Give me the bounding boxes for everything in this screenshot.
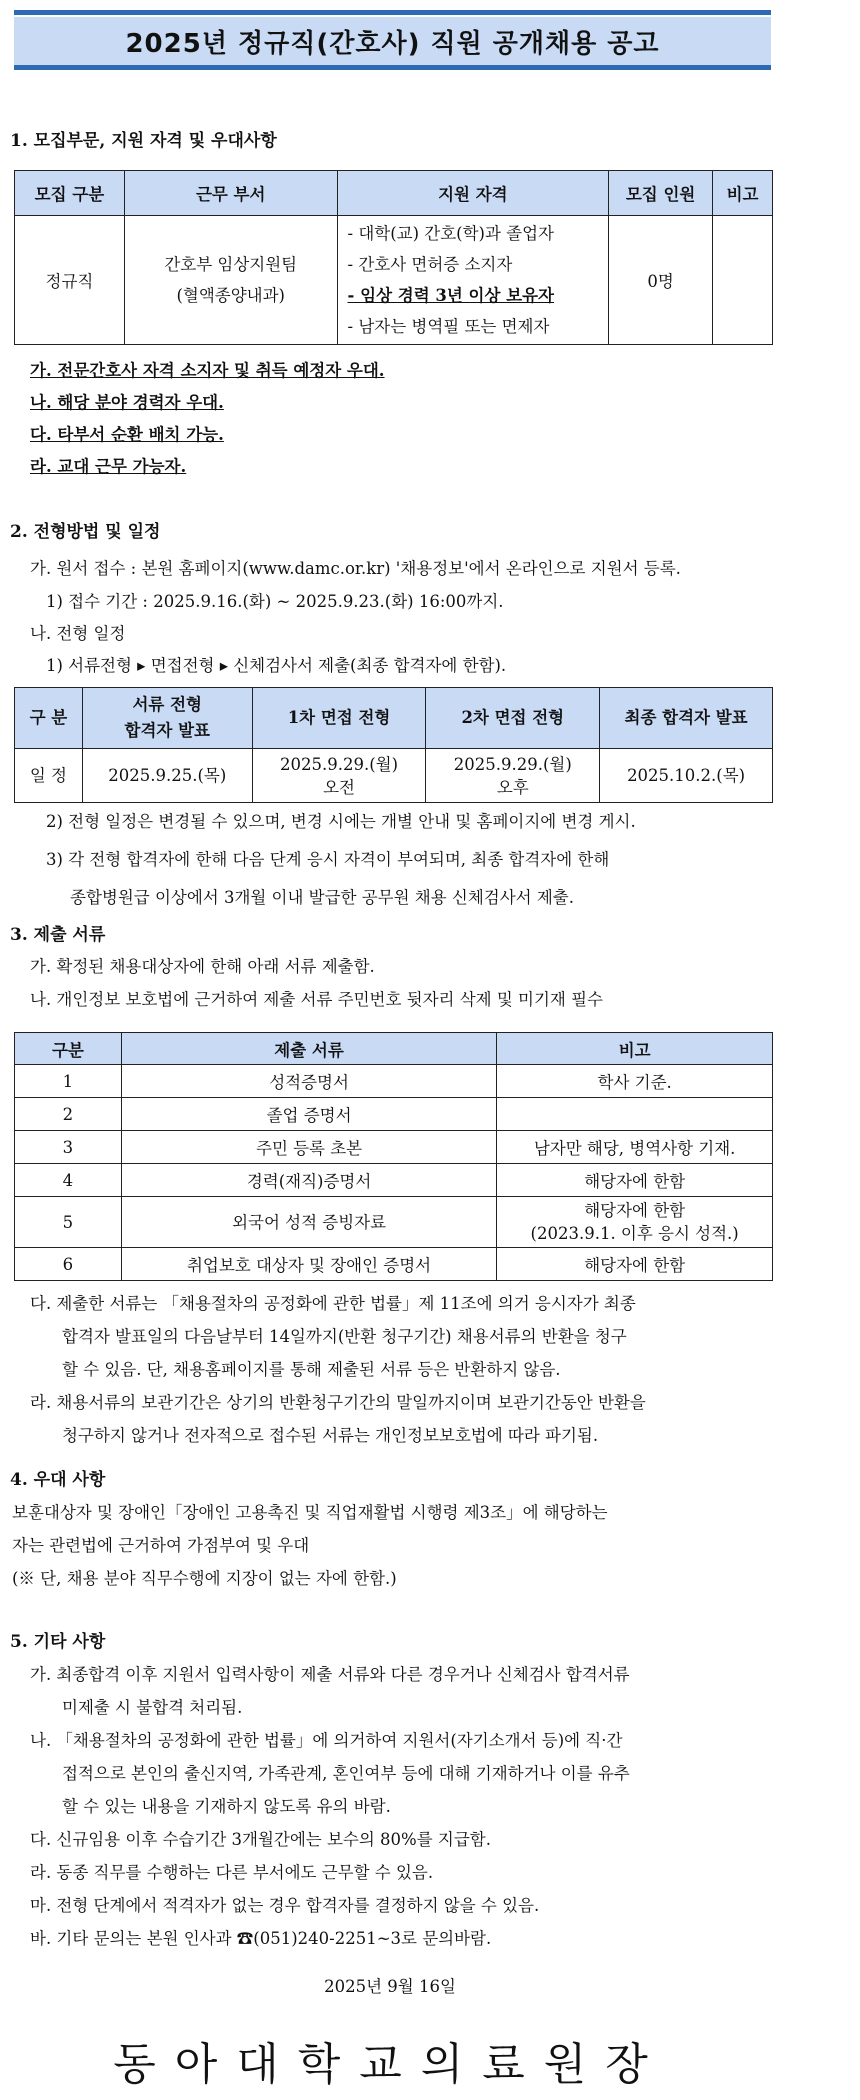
- doc-name: 성적증명서: [121, 1065, 496, 1098]
- doc-note: 해당자에 한함: [497, 1164, 773, 1197]
- etc-a1: 가. 최종합격 이후 지원서 입력사항이 제출 서류와 다른 경우거나 신체검사 합격서류: [30, 1665, 630, 1684]
- docs-line-a: 가. 확정된 채용대상자에 한해 아래 서류 제출함.: [30, 957, 375, 976]
- doc-note-line1: 해당자에 한함: [584, 1201, 686, 1220]
- schedule-note3-line2: 종합병원급 이상에서 3개월 이내 발급한 공무원 채용 신체검사서 제출.: [70, 888, 574, 907]
- qual-item-highlight: - 임상 경력 3년 이상 보유자: [347, 286, 554, 305]
- doc-note: 남자만 해당, 병역사항 기재.: [497, 1131, 773, 1164]
- docs-line-c2: 합격자 발표일의 다음날부터 14일까지(반환 청구기간) 채용서류의 반환을 청구: [62, 1327, 627, 1346]
- doc-no: 4: [15, 1164, 122, 1197]
- schedule-note3-line1: 3) 각 전형 합격자에 한해 다음 단계 응시 자격이 부여되며, 최종 합격자에 한해: [46, 850, 610, 869]
- col-header-count: 모집 인원: [609, 171, 713, 216]
- docs-line-c3: 할 수 있음. 단, 채용홈페이지를 통해 제출된 서류 등은 반환하지 않음.: [62, 1360, 561, 1379]
- table-row: [15, 1131, 773, 1164]
- pref-item: 라. 교대 근무 가능자.: [30, 457, 187, 476]
- doc-note: 학사 기준.: [497, 1065, 773, 1098]
- schedule-header-final: 최종 합격자 발표: [600, 688, 773, 749]
- doc-name: 졸업 증명서: [121, 1098, 496, 1131]
- schedule-interview1-date: [252, 749, 426, 803]
- col-header-dept: 근무 부서: [124, 171, 337, 216]
- interview1-time: 오전: [323, 777, 355, 797]
- doc-note: [497, 1098, 773, 1131]
- doc-note-line2: (2023.9.1. 이후 응시 성적.): [530, 1224, 739, 1243]
- etc-f: 바. 기타 문의는 본원 인사과 ☎(051)240-2251~3로 문의바람.: [30, 1929, 492, 1948]
- col-header-quals: 지원 자격: [337, 171, 609, 216]
- schedule-header-doc: [82, 688, 252, 749]
- pref-line1: 보훈대상자 및 장애인「장애인 고용촉진 및 직업재활법 시행령 제3조」에 해당하는: [12, 1503, 608, 1522]
- schedule-header-doc-line1: 서류 전형: [132, 695, 202, 714]
- interview2-date: 2025.9.29.(월): [453, 754, 572, 774]
- etc-b3: 할 수 있는 내용을 기재하지 않도록 유의 바람.: [62, 1797, 391, 1816]
- doc-note: 해당자에 한함: [497, 1248, 773, 1281]
- table-row: [15, 1164, 773, 1197]
- table-row: [15, 1098, 773, 1131]
- table-row: [15, 1248, 773, 1281]
- apply-line: 가. 원서 접수 : 본원 홈페이지(www.damc.or.kr) '채용정보'에서 온라인으로 지원서 등록.: [30, 559, 681, 578]
- table-row: [15, 1065, 773, 1098]
- pref-item: 다. 타부서 순환 배치 가능.: [30, 425, 224, 444]
- table-row: [15, 1197, 773, 1248]
- interview2-time: 오후: [496, 777, 529, 797]
- dept-line1: 간호부 임상지원팀: [164, 255, 298, 274]
- schedule-header-interview1: 1차 면접 전형: [252, 688, 426, 749]
- banner-bottom-rule: [14, 65, 771, 70]
- schedule-header-interview2: 2차 면접 전형: [426, 688, 600, 749]
- cell-dept: [124, 216, 337, 345]
- cell-count: 0명: [609, 216, 713, 345]
- schedule-final-date: 2025.10.2.(목): [600, 749, 773, 803]
- doc-no: 3: [15, 1131, 122, 1164]
- doc-no: 2: [15, 1098, 122, 1131]
- interview1-date: 2025.9.29.(월): [280, 754, 399, 774]
- doc-name: 취업보호 대상자 및 장애인 증명서: [121, 1248, 496, 1281]
- doc-name: 주민 등록 초본: [121, 1131, 496, 1164]
- schedule-header-label: 구 분: [15, 688, 83, 749]
- dept-line2: (혈액종양내과): [176, 286, 285, 305]
- title-banner: [14, 17, 771, 65]
- qual-item: - 간호사 면허증 소지자: [347, 255, 513, 274]
- docs-header-doc: 제출 서류: [121, 1033, 496, 1065]
- etc-a2: 미제출 시 불합격 처리됨.: [62, 1698, 243, 1717]
- process-flow: 1) 서류전형 ▸ 면접전형 ▸ 신체검사서 제출(최종 합격자에 한함).: [46, 656, 507, 675]
- page-title: 2025년 정규직(간호사) 직원 공개채용 공고: [125, 28, 660, 59]
- schedule-row-label: 일 정: [15, 749, 83, 803]
- schedule-header-doc-line2: 합격자 발표: [124, 721, 210, 740]
- documents-table: [14, 1032, 773, 1281]
- doc-no: 6: [15, 1248, 122, 1281]
- section2-heading: 2. 전형방법 및 일정: [10, 522, 161, 542]
- docs-header-no: 구분: [15, 1033, 122, 1065]
- docs-header-note: 비고: [497, 1033, 773, 1065]
- doc-name: 외국어 성적 증빙자료: [121, 1197, 496, 1248]
- apply-period: 1) 접수 기간 : 2025.9.16.(화) ~ 2025.9.23.(화) 16:00까지.: [46, 592, 504, 611]
- cell-note: [713, 216, 773, 345]
- section3-heading: 3. 제출 서류: [10, 925, 106, 945]
- docs-line-d1: 라. 채용서류의 보관기간은 상기의 반환청구기간의 말일까지이며 보관기간동안 반환을: [30, 1393, 646, 1412]
- notice-date: 2025년 9월 16일: [324, 1977, 456, 1996]
- doc-no: 1: [15, 1065, 122, 1098]
- banner-top-rule: [14, 10, 771, 15]
- docs-line-b: 나. 개인정보 보호법에 근거하여 제출 서류 주민번호 뒷자리 삭제 및 미기재 필수: [30, 990, 603, 1009]
- qual-item: - 대학(교) 간호(학)과 졸업자: [347, 224, 554, 243]
- schedule-label: 나. 전형 일정: [30, 624, 126, 643]
- recruitment-table: [14, 170, 773, 345]
- col-header-note: 비고: [713, 171, 773, 216]
- doc-name: 경력(재직)증명서: [121, 1164, 496, 1197]
- etc-c: 다. 신규임용 이후 수습기간 3개월간에는 보수의 80%를 지급함.: [30, 1830, 491, 1849]
- schedule-interview2-date: [426, 749, 600, 803]
- doc-no: 5: [15, 1197, 122, 1248]
- etc-b1: 나. 「채용절차의 공정화에 관한 법률」에 의거하여 지원서(자기소개서 등)에 직·간: [30, 1731, 623, 1750]
- etc-e: 마. 전형 단계에서 적격자가 없는 경우 합격자를 결정하지 않을 수 있음.: [30, 1896, 540, 1915]
- cell-type: 정규직: [15, 216, 125, 345]
- docs-line-c1: 다. 제출한 서류는 「채용절차의 공정화에 관한 법률」제 11조에 의거 응시자가 최종: [30, 1294, 636, 1313]
- etc-b2: 접적으로 본인의 출신지역, 가족관계, 혼인여부 등에 대해 기재하거나 이를 유추: [62, 1764, 630, 1783]
- section5-heading: 5. 기타 사항: [10, 1632, 106, 1652]
- pref-line3: (※ 단, 채용 분야 직무수행에 지장이 없는 자에 한함.): [12, 1569, 397, 1588]
- doc-note: [497, 1197, 773, 1248]
- schedule-doc-date: 2025.9.25.(목): [82, 749, 252, 803]
- cell-quals: [337, 216, 609, 345]
- section4-heading: 4. 우대 사항: [10, 1470, 106, 1490]
- pref-line2: 자는 관련법에 근거하여 가점부여 및 우대: [12, 1536, 310, 1555]
- qual-item: - 남자는 병역필 또는 면제자: [347, 317, 550, 336]
- pref-item: 가. 전문간호사 자격 소지자 및 취득 예정자 우대.: [30, 361, 385, 380]
- schedule-table: [14, 687, 773, 803]
- docs-line-d2: 청구하지 않거나 전자적으로 접수된 서류는 개인정보보호법에 따라 파기됨.: [62, 1426, 599, 1445]
- issuer-name: 동아대학교의료원장: [113, 2039, 667, 2090]
- section1-heading: 1. 모집부문, 지원 자격 및 우대사항: [10, 131, 277, 151]
- etc-d: 라. 동종 직무를 수행하는 다른 부서에도 근무할 수 있음.: [30, 1863, 434, 1882]
- pref-item: 나. 해당 분야 경력자 우대.: [30, 393, 224, 412]
- col-header-type: 모집 구분: [15, 171, 125, 216]
- schedule-note2: 2) 전형 일정은 변경될 수 있으며, 변경 시에는 개별 안내 및 홈페이지에 변경 게시.: [46, 812, 636, 831]
